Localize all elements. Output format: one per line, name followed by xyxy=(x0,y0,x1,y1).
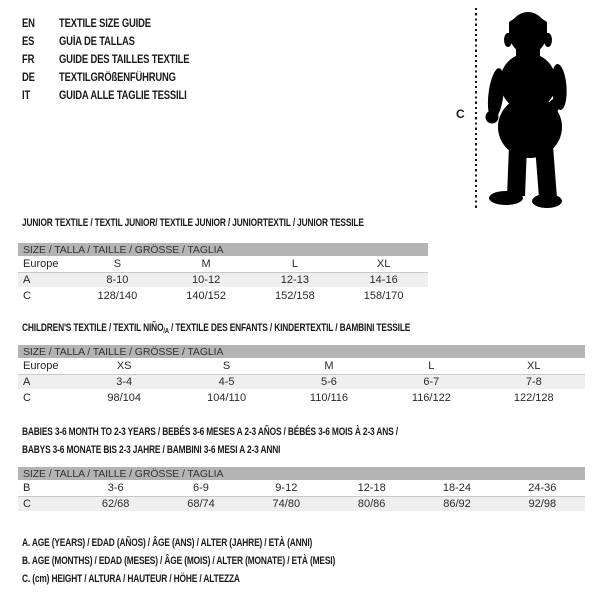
junior-size-table xyxy=(18,243,428,304)
size-cell: 68/74 xyxy=(158,497,243,512)
size-cell: 18-24 xyxy=(414,480,499,497)
size-cell: M xyxy=(162,256,251,273)
row-label: A xyxy=(18,375,73,390)
size-cell: 12-13 xyxy=(251,273,340,288)
children-section-title xyxy=(22,319,410,340)
language-code: EN xyxy=(22,18,35,30)
size-cell: 9-12 xyxy=(244,480,329,497)
size-cell: 128/140 xyxy=(97,289,138,302)
size-cell: 4-5 xyxy=(175,375,277,390)
size-cell: XL xyxy=(339,256,428,273)
size-cell: 5-6 xyxy=(278,375,380,390)
size-header-label: SIZE / TALLA / TAILLE / GRÖSSE / TAGLIA xyxy=(18,345,585,358)
footnote-b: B. AGE (MONTHS) / EDAD (MESES) / ÂGE (MOIS) / ALTER (MONATE) / ETÀ (MESI) xyxy=(22,555,336,567)
size-cell: 158/170 xyxy=(363,289,404,302)
legend-footnotes xyxy=(22,534,434,588)
language-row xyxy=(22,33,218,51)
guide-title: TEXTILGRÖßENFÜHRUNG xyxy=(59,72,176,84)
size-cell: L xyxy=(380,358,482,375)
row-label: C xyxy=(18,497,73,512)
children-size-table xyxy=(18,345,585,406)
size-cell: 92/98 xyxy=(500,497,585,512)
guide-title: GUIDA ALLE TAGLIE TESSILI xyxy=(59,90,187,102)
language-row xyxy=(22,87,218,105)
guide-title: GUÍA DE TALLAS xyxy=(59,36,135,48)
table-row-height xyxy=(18,497,585,512)
size-header-label: SIZE / TALLA / TAILLE / GRÖSSE / TAGLIA xyxy=(18,243,428,256)
size-cell: S xyxy=(175,358,277,375)
size-header-bar xyxy=(18,345,585,358)
babies-title-line1: BABIES 3-6 MONTH TO 2-3 YEARS / BEBÉS 3-6 MESES A 2-3 AÑOS / BÉBÉS 3-6 MOIS À 2-3 ANS / xyxy=(22,426,398,438)
size-cell: 140/152 xyxy=(186,289,226,302)
size-cell: XS xyxy=(73,358,175,375)
size-header-bar xyxy=(18,467,585,480)
size-cell: 6-7 xyxy=(380,375,482,390)
size-cell: 14-16 xyxy=(339,273,428,288)
height-measure-label: C xyxy=(456,107,465,121)
size-cell: 8-10 xyxy=(73,273,162,288)
size-cell: 152/158 xyxy=(274,289,315,302)
baby-silhouette-icon xyxy=(483,10,575,210)
language-code: ES xyxy=(22,36,35,48)
size-header-bar xyxy=(18,243,428,256)
table-row-height xyxy=(18,389,585,406)
row-label: C xyxy=(23,391,31,404)
table-row-europe xyxy=(18,358,585,375)
size-cell: 3-6 xyxy=(73,480,158,497)
size-cell: 110/116 xyxy=(309,391,349,404)
size-cell: 7-8 xyxy=(483,375,585,390)
row-label: Europe xyxy=(18,256,73,273)
table-row-age xyxy=(18,375,585,390)
language-code: FR xyxy=(22,54,35,66)
children-title-suffix: / TEXTILE DES ENFANTS / KINDERTEXTIL / BAMBINI TESSILE xyxy=(168,322,411,334)
size-cell: S xyxy=(73,256,162,273)
size-cell: L xyxy=(251,256,340,273)
table-row-height xyxy=(18,287,428,304)
height-dashed-line xyxy=(475,8,477,209)
language-header xyxy=(22,15,218,105)
size-cell: 10-12 xyxy=(162,273,251,288)
guide-title: GUIDE DES TAILLES TEXTILE xyxy=(59,54,190,66)
size-header-label: SIZE / TALLA / TAILLE / GRÖSSE / TAGLIA xyxy=(18,467,585,480)
baby-figure xyxy=(445,4,595,216)
language-code: IT xyxy=(22,90,31,102)
size-cell: 6-9 xyxy=(158,480,243,497)
size-cell: M xyxy=(278,358,380,375)
size-cell: 104/110 xyxy=(207,391,247,404)
babies-section-title xyxy=(22,423,398,459)
table-row-age xyxy=(18,273,428,288)
babies-title-line2: BABYS 3-6 MONATE BIS 2-3 JAHRE / BAMBINI 3-6 MESI A 2-3 ANNI xyxy=(22,444,281,456)
row-label: A xyxy=(18,273,73,288)
language-row xyxy=(22,15,218,33)
size-cell: 80/86 xyxy=(329,497,414,512)
language-row xyxy=(22,51,218,69)
footnote-c: C. (cm) HEIGHT / ALTURA / HAUTEUR / HÖHE / ALTEZZA xyxy=(22,573,240,585)
children-title-sub: /A xyxy=(163,326,169,335)
size-cell: 122/128 xyxy=(513,391,554,404)
row-label: B xyxy=(18,480,73,497)
size-cell: 24-36 xyxy=(500,480,585,497)
row-label: Europe xyxy=(18,358,73,375)
language-row xyxy=(22,69,218,87)
size-cell: 62/68 xyxy=(73,497,158,512)
table-row-europe xyxy=(18,256,428,273)
guide-title: TEXTILE SIZE GUIDE xyxy=(59,18,151,30)
table-row-age-months xyxy=(18,480,585,497)
row-label: C xyxy=(23,289,31,302)
size-cell: 12-18 xyxy=(329,480,414,497)
size-cell: 116/122 xyxy=(411,391,451,404)
babies-size-table xyxy=(18,467,585,511)
size-cell: XL xyxy=(483,358,585,375)
size-cell: 74/80 xyxy=(244,497,329,512)
size-cell: 86/92 xyxy=(414,497,499,512)
language-code: DE xyxy=(22,72,35,84)
size-cell: 3-4 xyxy=(73,375,175,390)
junior-section-title: JUNIOR TEXTILE / TEXTIL JUNIOR/ TEXTILE JUNIOR / JUNIORTEXTIL / JUNIOR TESSILE xyxy=(22,217,364,229)
footnote-a: A. AGE (YEARS) / EDAD (AÑOS) / ÂGE (ANS) / ALTER (JAHRE) / ETÀ (ANNI) xyxy=(22,537,313,549)
children-title-prefix: CHILDREN'S TEXTILE / TEXTIL NIÑO xyxy=(22,322,164,334)
size-cell: 98/104 xyxy=(107,391,142,404)
